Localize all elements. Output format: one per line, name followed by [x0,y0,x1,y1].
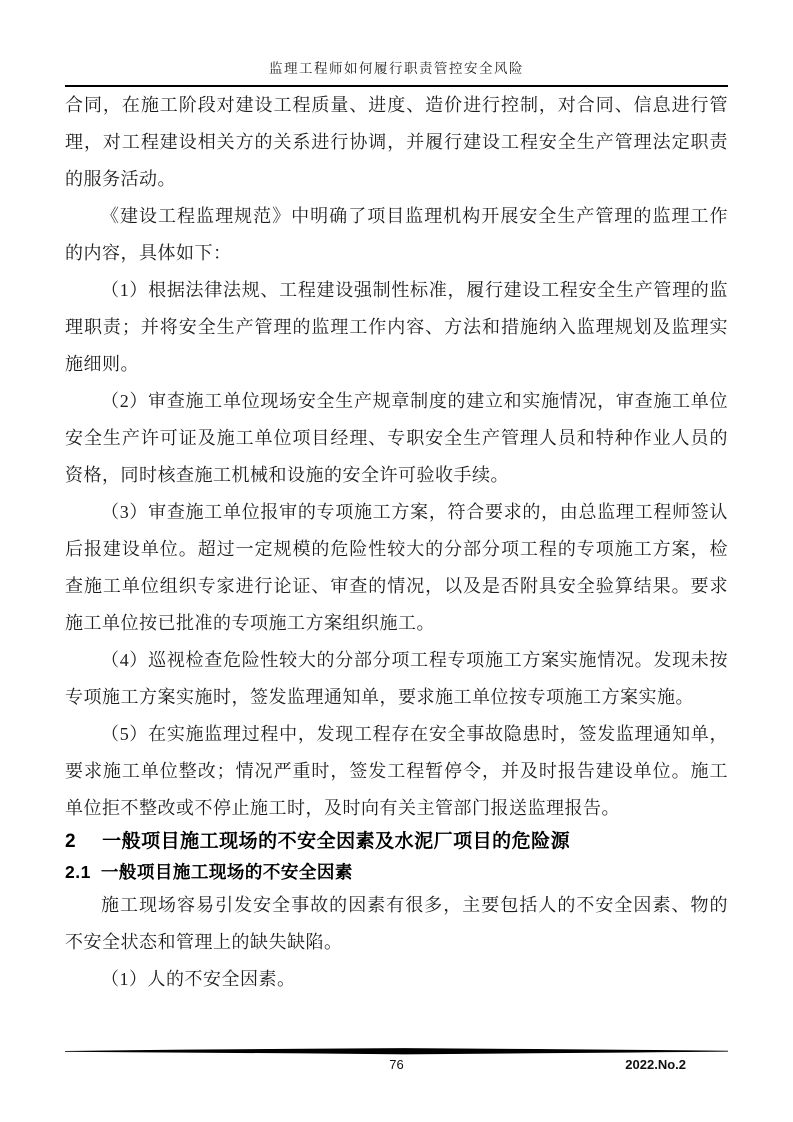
list-item-1: （1）根据法律法规、工程建设强制性标准，履行建设工程安全生产管理的监理职责；并将安全生产管理的监理工作内容、方法和措施纳入监理规划及监理实施细则。 [65,280,728,374]
paragraph: 施工现场容易引发安全事故的因素有很多，主要包括人的不安全因素、物的不安全状态和管理上的缺失缺陷。 [65,895,728,952]
list-item-1b: （1）人的不安全因素。 [101,969,296,989]
list-item-4: （4）巡视检查危险性较大的分部分项工程专项施工方案实施情况。发现未按专项施工方案实施时，签发监理通知单，要求施工单位按专项施工方案实施。 [65,650,728,707]
issue-number: 2022.No.2 [625,1057,686,1072]
list-item-2: （2）审查施工单位现场安全生产规章制度的建立和实施情况，审查施工单位安全生产许可证及施工单位项目经理、专职安全生产管理人员和特种作业人员的资格，同时核查施工机械和设施的安全许可验收手续。 [65,391,728,485]
section-title: 一般项目施工现场的不安全因素及水泥厂项目的危险源 [102,831,571,852]
subsection-heading [65,857,728,887]
page-footer [65,1047,728,1075]
paragraph: 《建设工程监理规范》中明确了项目监理机构开展安全生产管理的监理工作的内容，具体如下： [65,206,728,263]
body-text [65,87,728,998]
paragraph: 合同，在施工阶段对建设工程质量、进度、造价进行控制，对合同、信息进行管理，对工程建设相关方的关系进行协调，并履行建设工程安全生产管理法定职责的服务活动。 [65,95,728,189]
subsection-number: 2.1 [65,862,91,882]
page-content [65,0,728,998]
list-item-5: （5）在实施监理过程中，发现工程存在安全事故隐患时，签发监理通知单，要求施工单位整改；情况严重时，签发工程暂停令，并及时报告建设单位。施工单位拒不整改或不停止施工时，及时向有关主管部门报送监理报告。 [65,724,728,818]
footer-divider [65,1047,728,1056]
list-item-3: （3）审查施工单位报审的专项施工方案，符合要求的，由总监理工程师签认后报建设单位。超过一定规模的危险性较大的分部分项工程的专项施工方案，检查施工单位组织专家进行论证、审查的情况，以及是否附具安全验算结果。要求施工单位按已批准的专项施工方案组织施工。 [65,502,728,633]
page-number: 76 [389,1057,404,1072]
footer-row [65,1057,728,1075]
section-number: 2 [65,831,77,852]
section-heading [65,827,728,857]
running-header-title: 监理工程师如何履行职责管控安全风险 [269,61,524,76]
subsection-title: 一般项目施工现场的不安全因素 [100,862,353,882]
